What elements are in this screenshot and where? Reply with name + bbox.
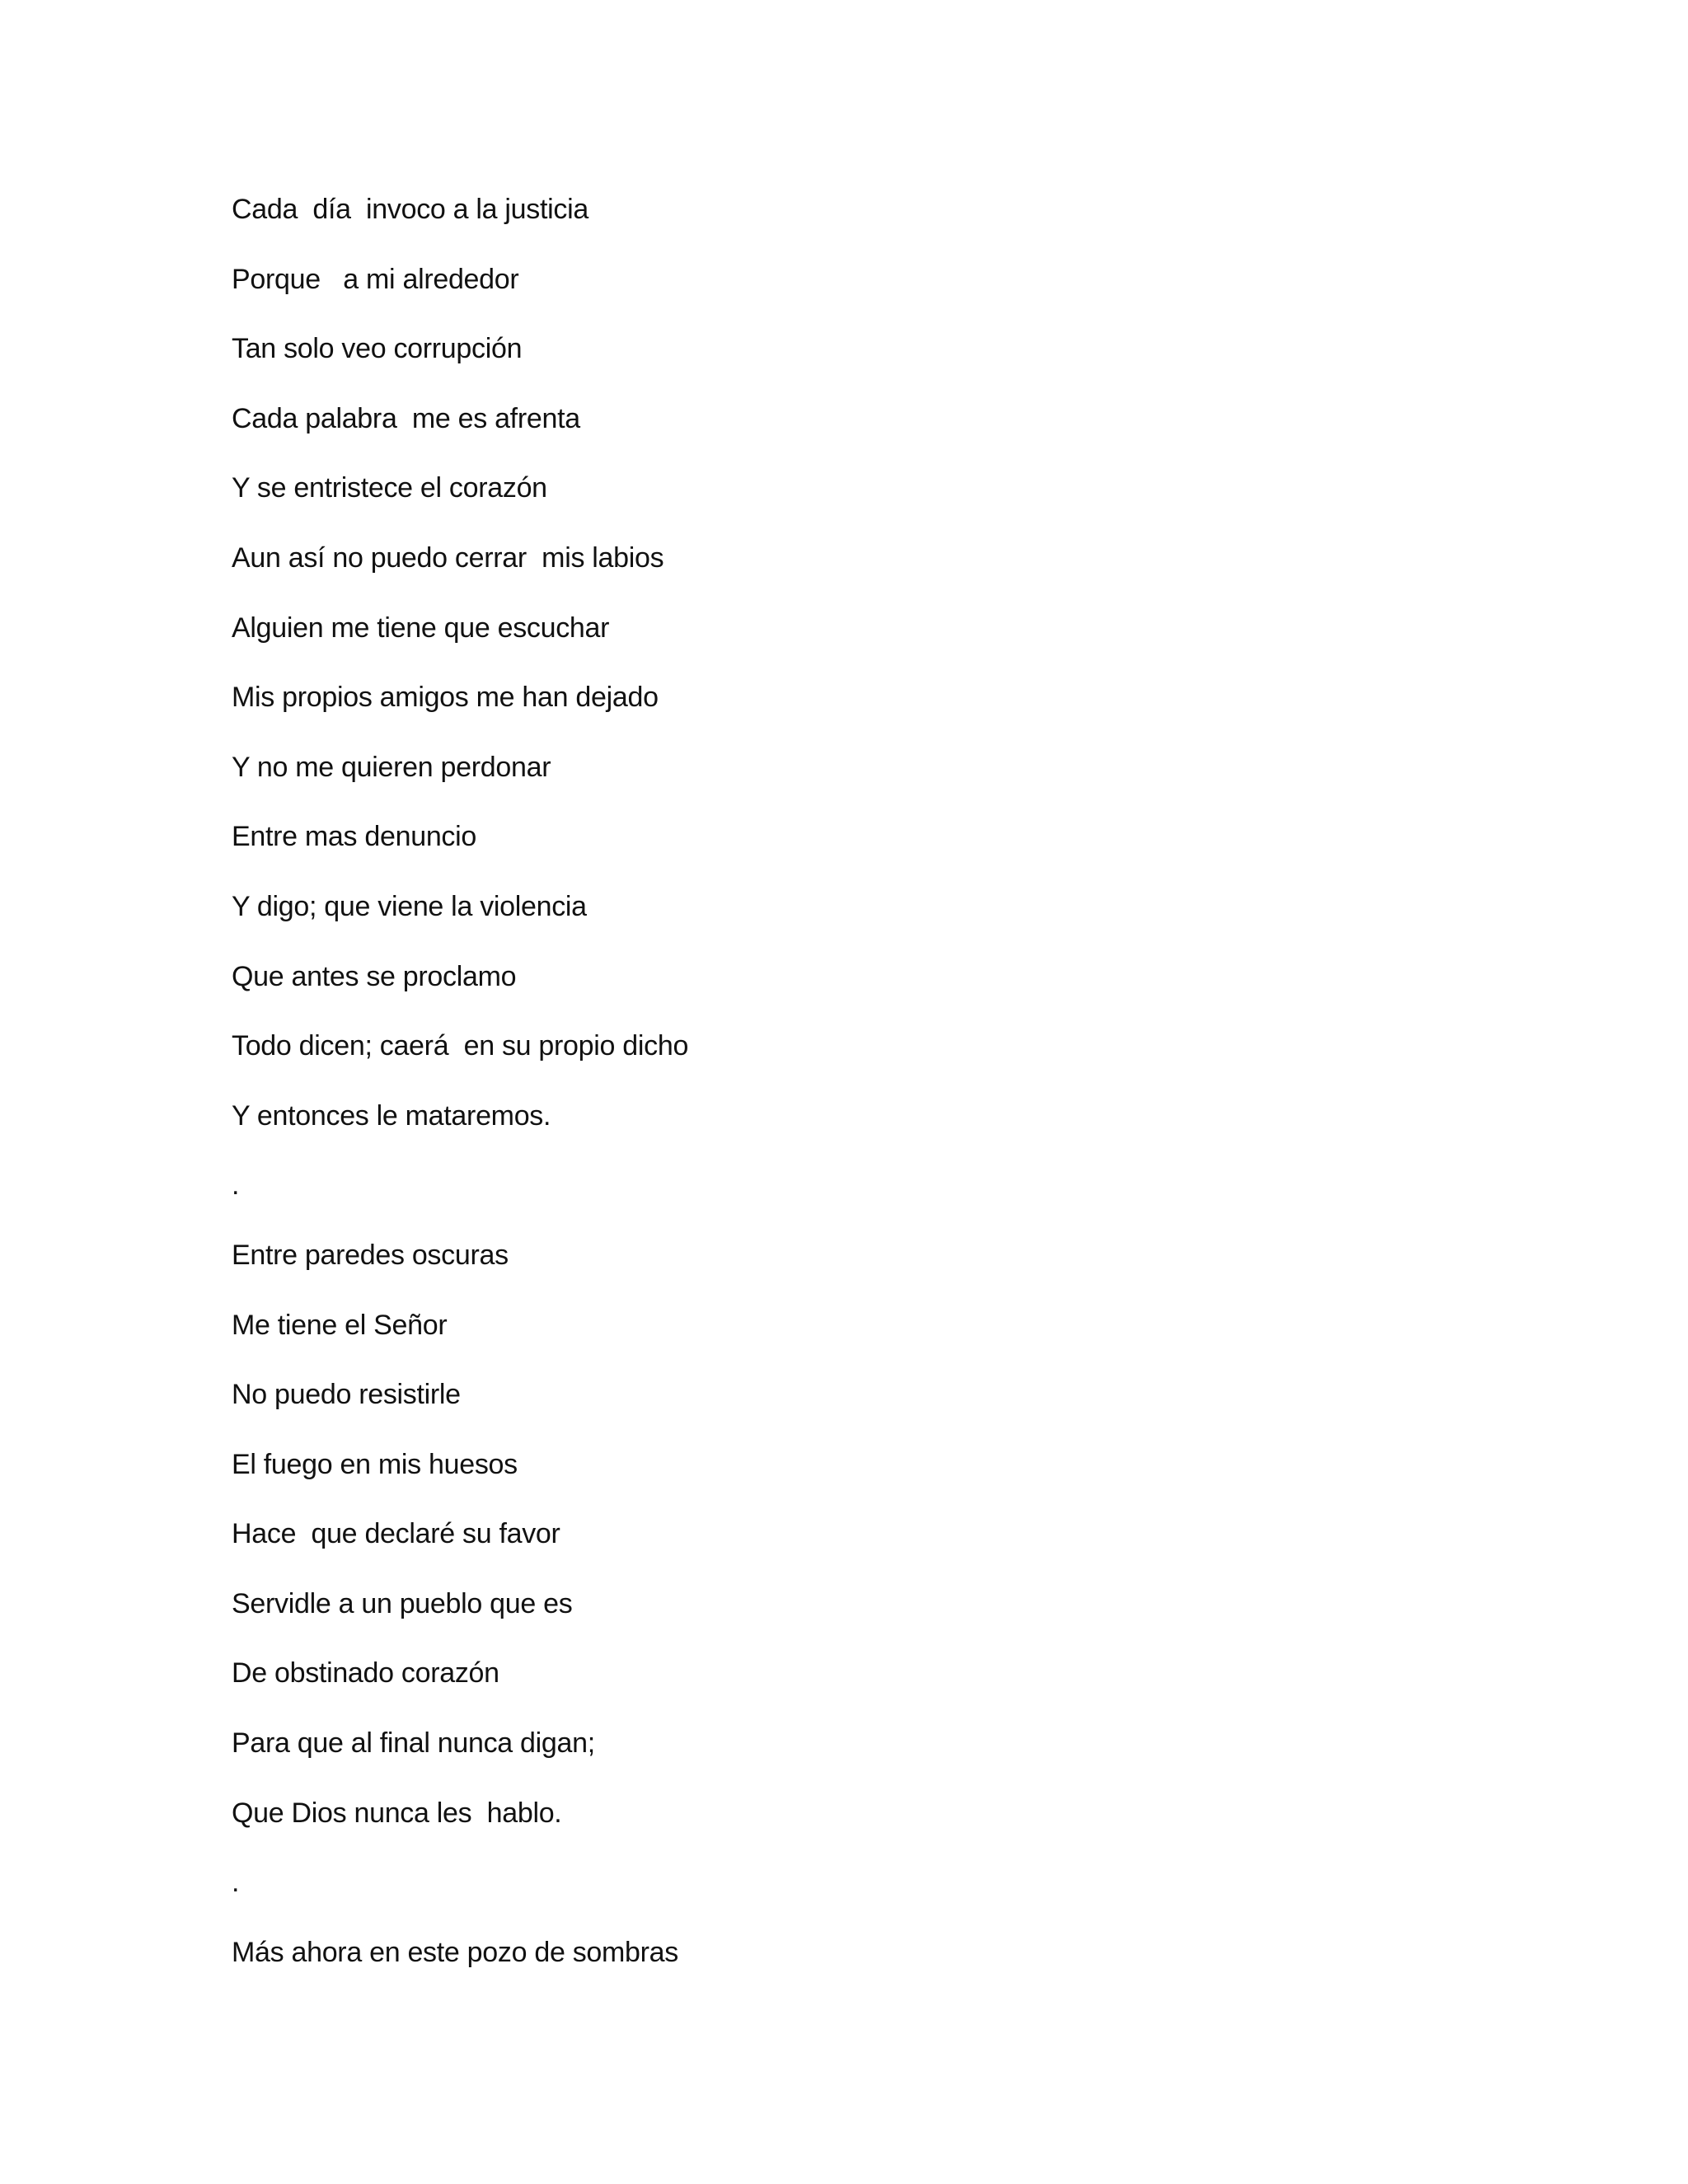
poem-line: Porque a mi alrededor <box>232 263 519 295</box>
poem-line: El fuego en mis huesos <box>232 1448 518 1480</box>
poem-line: Aun así no puedo cerrar mis labios <box>232 541 664 574</box>
poem-line: Y digo; que viene la violencia <box>232 890 587 922</box>
poem-line: Entre paredes oscuras <box>232 1239 509 1271</box>
poem-line: Que Dios nunca les hablo. <box>232 1797 562 1829</box>
poem-line: Hace que declaré su favor <box>232 1518 560 1550</box>
poem-line: Servidle a un pueblo que es <box>232 1587 573 1619</box>
poem-line: Cada día invoco a la justicia <box>232 194 588 225</box>
poem-line: De obstinado corazón <box>232 1657 499 1690</box>
stanza-separator: . <box>232 1169 240 1202</box>
poem-line: Alguien me tiene que escuchar <box>232 612 610 644</box>
poem-line: Más ahora en este pozo de sombras <box>232 1936 678 1968</box>
poem-line: Mis propios amigos me han dejado <box>232 682 659 714</box>
poem-line: Me tiene el Señor <box>232 1309 448 1341</box>
poem-line: Y se entristece el corazón <box>232 472 547 504</box>
poem-line: Que antes se proclamo <box>232 960 517 992</box>
poem-line: Cada palabra me es afrenta <box>232 402 580 434</box>
poem-line: Todo dicen; caerá en su propio dicho <box>232 1030 689 1062</box>
poem-line: Entre mas denuncio <box>232 821 476 853</box>
poem-text <box>232 185 1468 1997</box>
stanza-separator: . <box>232 1867 240 1899</box>
poem-line: Y no me quieren perdonar <box>232 751 551 783</box>
poem-line: Y entonces le mataremos. <box>232 1099 551 1132</box>
poem-line: Para que al final nunca digan; <box>232 1727 595 1760</box>
poem-line: Tan solo veo corrupción <box>232 333 523 365</box>
poem-line: No puedo resistirle <box>232 1379 461 1411</box>
